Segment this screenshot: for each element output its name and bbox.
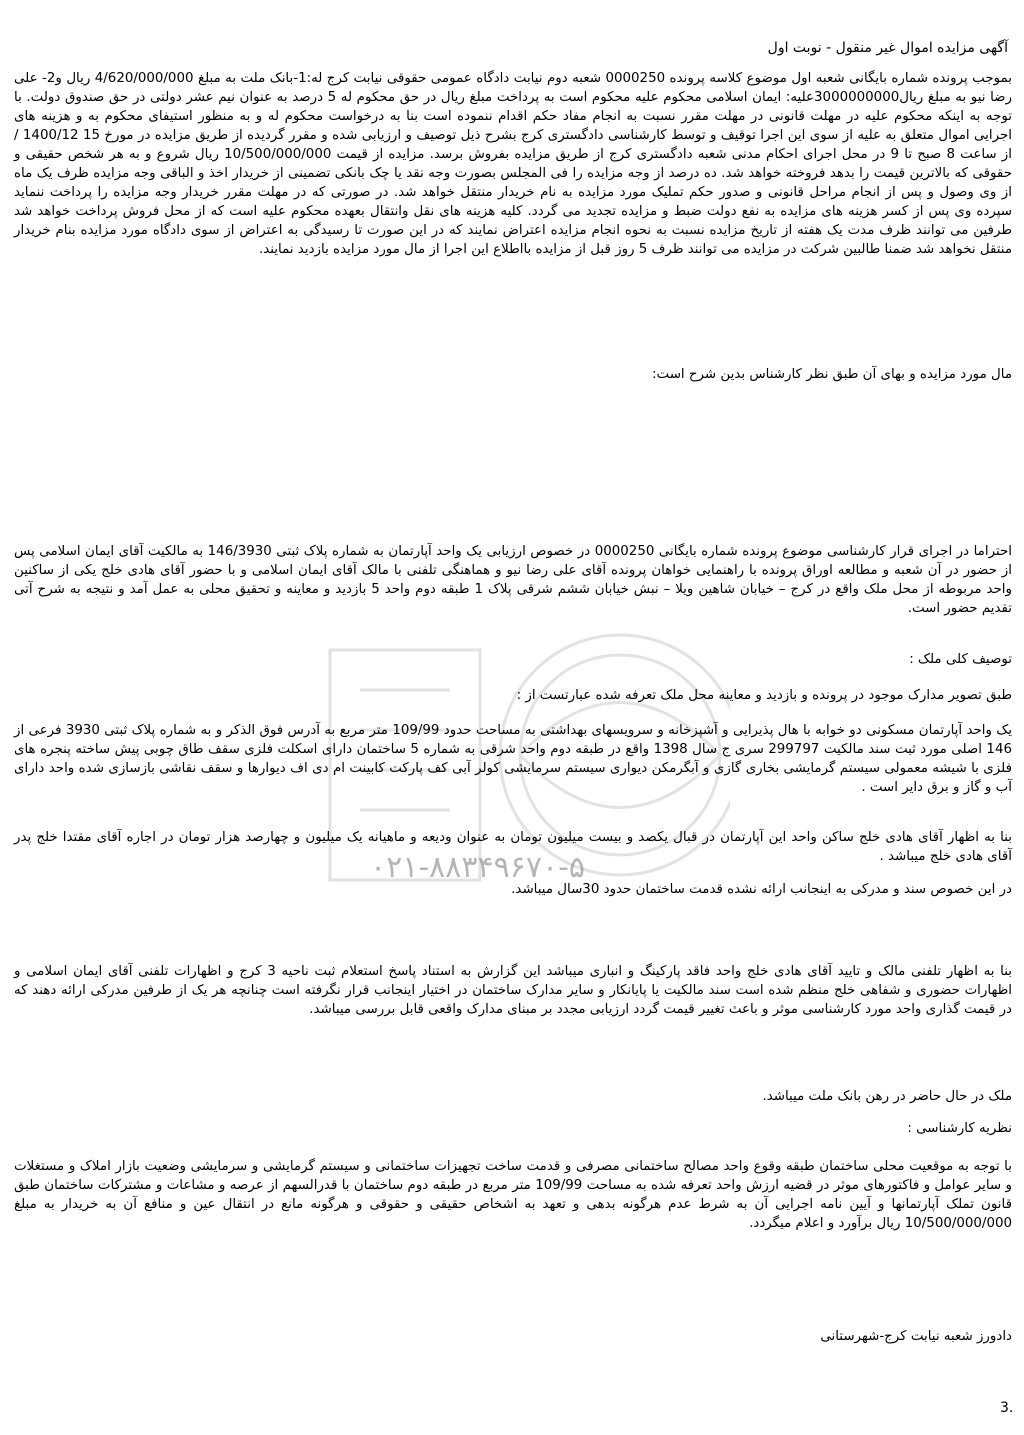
tenant-statement: بنا به اظهار آقای هادی خلج ساکن واحد این آپارتمان در قبال یکصد و بیست میلیون تومان به عنوان ودیعه و ماهیانه یک میلیون و چهارصد هزار تومان در اجاره آقای مقتدا خلج پدر آقای هادی خلج میباشد .	[14, 830, 1012, 864]
expert-opinion-paragraph: با توجه به موقعیت محلی ساختمان طبقه وقوع واحد مصالح ساختمانی مصرفی و قدمت ساخت تجهیزات ساختمانی و سیستم گرمایشی و سرمایشی وضعیت بازار املاک و مستغلات و سایر عوامل و فاکتورهای موثر در قضیه ارزش واحد تعرفه شده به مساحت 109/99 متر مربع در طبقه دوم ساختمان با قدرالسهم از عرصه و مشاعات و مشترکات ساختمان طبق قانون تملک آپارتمانها و آیین نامه اجرایی آن به شرط عدم هرگونه بدهی و تعهد به اشخاص حقیقی و حقوقی و هرگونه مانع در انتقال عین و منافع آن به خریدار به مبلغ 10/500/000/000 ریال برآورد و اعلام میگردد.	[14, 1159, 1012, 1231]
signature: دادورز شعبه نیابت کرج-شهرستانی	[820, 1329, 1012, 1344]
page-title: آگهی مزایده اموال غیر منقول - نوبت اول	[767, 40, 1008, 56]
intro-paragraph: بموجب پرونده شماره بایگانی شعبه اول موضوع کلاسه پرونده 0000250 شعبه دوم نیابت دادگاه عمومی حقوقی نیابت کرج له:1-بانک ملت به مبلغ 4/620/000/000 ریال و2- علی رضا نیو به مبلغ ریال3000000000علیه: ایمان اسلامی محکوم علیه محکوم است به پرداخت مبلغ ریال در حق محکوم له 5 درصد به عنوان نیم عشر دولتی در حق صندوق دولت. با توجه به اینکه محکوم علیه در مهلت قانونی در مهلت مقرر نسبت به انجام مفاد حکم اقدام ننموده است بنا به درخواست محکوم له و به منظور استیفای محکوم به و هزینه های اجرایی اموال متعلق به علیه از سوی این اجرا توقیف و توسط کارشناسی دادگستری کرج بشرح ذیل توصیف و ارزیابی شده و مقرر گردیده از طریق مزایده در مورخ 15 1400/12 /از ساعت 8 صبح تا 9 در محل اجرای احکام مدنی شعبه دادگستری کرج از طریق مزایده بفروش برسد. مزایده از قیمت 10/500/000/000 ریال شروع و به هر شخص حقیقی و حقوقی که بالاترین قیمت را بدهد فروخته خواهد شد. ده درصد از وجه مزایده را فی المجلس بصورت وجه نقد یا چک بانکی تضمینی از خریدار اخذ و الباقی وجه مزایده ظرف یک ماه از وی وصول و پس از انجام مراحل قانونی و صدور حکم تملیک مورد مزایده به نام خریدار منتقل خواهد شد. در صورتی که در مهلت مقرر خریدار وجه مزایده را پرداخت ننماید سپرده وی پس از کسر هزینه های مزایده به نفع دولت ضبط و مزایده تجدید می گردد. کلیه هزینه های نقل وانتقال بعهده محکوم علیه است که از محل فروش پرداخت خواهد شد طرفین می توانند ظرف مدت یک هفته از تاریخ مزایده نسبت به نحوه انجام مزایده اعتراض نمایند که در این صورت تا رسیدگی به اعتراض از سوی دادگاه مورد مزایده بنام خریدار منتقل نخواهد شد ضمنا طالبین شرکت در مزایده می توانند ظرف 5 روز قبل از مزایده بااطلاع این اجرا از مال مورد مزایده بازدید نمایند.	[14, 71, 1012, 257]
watermark-phone: ۰۲۱-۸۸۳۴۹۶۷۰-۵	[370, 850, 586, 885]
general-description-intro: طبق تصویر مدارک موجود در پرونده و بازدید و معاینه محل ملک تعرفه شده عبارتست از :	[516, 688, 1012, 703]
expert-intro-paragraph: احتراما در اجرای قرار کارشناسی موضوع پرونده شماره بایگانی 0000250 در خصوص ارزیابی یک واحد آپارتمان به شماره پلاک ثبتی 146/3930 به مالکیت آقای ایمان اسلامی پس از حضور در آن شعبه و مطالعه اوراق پرونده با راهنمایی خواهان پرونده آقای علی رضا نیو و هماهنگی تلفنی با مالک آقای ایمان اسلامی و با حضور آقای هادی خلج یکی از ساکنین واحد مربوطه از محل ملک واقع در کرج – خیابان شاهین ویلا – نبش خیابان ششم شرقی پلاک 1 طبقه دوم واحد 5 بازدید و معاینه و تحقیق محلی به عمل آمد و نتیجه به شرح آتی تقدیم حضور است.	[14, 544, 1012, 616]
building-age-note: در این خصوص سند و مدرکی به اینجانب ارائه نشده قدمت ساختمان حدود 30سال میباشد.	[511, 882, 1012, 897]
apartment-description: یک واحد آپارتمان مسکونی دو خوابه با هال پذیرایی و آشپزخانه و سرویسهای بهداشتی به مساحت حدود 109/99 متر مربع به آدرس فوق الذکر و به شماره پلاک ثبتی 3930 فرعی از 146 اصلی مورد ثبت سند مالکیت 299797 سری ج سال 1398 واقع در طبقه دوم واحد شرقی به شماره 5 ساختمان دارای اسکلت فلزی سقف طاق چوبی پیش ساخته پنجره های فلزی با شیشه معمولی سیستم گرمایشی بخاری گازی و آبگرمکن دیواری سیستم سرمایشی کولر آبی کف پارکت کابینت ام دی اف دیوارها و سقف نقاشی بازسازی شده واحد دارای آب و گاز و برق دایر است .	[14, 723, 1013, 795]
property-line: مال مورد مزایده و بهای آن طبق نظر کارشناس بدین شرح است:	[652, 367, 1012, 382]
page-number: 3.	[1000, 1400, 1014, 1416]
parking-note: بنا به اظهار تلفنی مالک و تایید آقای هادی خلج واحد فاقد پارکینگ و انباری میباشد این گزارش به استناد پاسخ استعلام ثبت ناحیه 3 کرج و اظهارات تلفنی آقای ایمان اسلامی و اظهارات حضوری و شفاهی خلج منظم شده است سند مالکیت یا پایانکار و سایر مدارک ساختمان در اختیار اینجانب قرار نگرفته است چنانچه هر یک از طرفین مدرکی ارائه دهند که در قیمت گذاری واحد مورد کارشناسی موثر و باعث تغییر قیمت گردد ارزیابی مجدد بر مبنای مدارک واقعی قابل بررسی میباشد.	[14, 964, 1012, 1017]
expert-opinion-heading: نظریه کارشناسی :	[907, 1121, 1012, 1136]
mortgage-note: ملک در حال حاضر در رهن بانک ملت میباشد.	[762, 1089, 1012, 1104]
general-description-heading: توصیف کلی ملک :	[909, 652, 1012, 667]
